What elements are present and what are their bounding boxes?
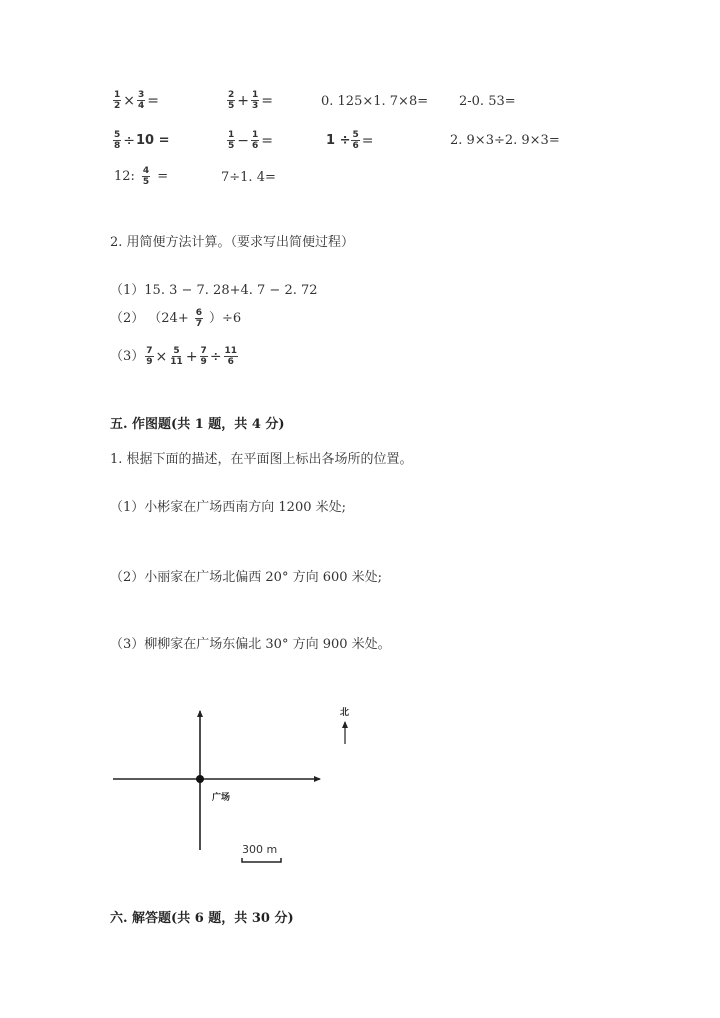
scale-label: 300 m — [242, 843, 278, 856]
calc-r3-e2: 7÷1. 4= — [221, 170, 276, 185]
north-label: 北 — [340, 708, 350, 718]
calc-r2-e3: 1 ÷ $\frac{5}{6}$ = — [326, 130, 374, 151]
fraction: $\frac{6}{7}$ — [195, 308, 202, 329]
fraction: $\frac{3}{4}$ — [138, 90, 145, 111]
fraction: $\frac{1}{6}$ — [252, 130, 259, 151]
calc-r2-e4: 2. 9×3÷2. 9×3= — [450, 133, 560, 148]
question-2-item-1: （1）15. 3 − 7. 28+4. 7 − 2. 72 — [110, 283, 318, 298]
calc-r1-e2: $\frac{2}{5}$ + $\frac{1}{3}$ = — [228, 90, 273, 111]
section-5-heading: 五. 作图题(共 1 题，共 4 分) — [110, 417, 285, 432]
plaza-point — [196, 775, 204, 783]
calc-r3-e1: 12: $\frac{4}{5}$ = — [114, 166, 169, 187]
fraction: $\frac{1}{2}$ — [114, 90, 121, 111]
fraction: $\frac{7}{9}$ — [200, 346, 207, 367]
calc-r2-e2: $\frac{1}{5}$ − $\frac{1}{6}$ = — [228, 130, 273, 151]
question-2-title: 2. 用简便方法计算。（要求写出简便过程） — [110, 235, 355, 250]
question-2-item-2: （2） （24+ $\frac{6}{7}$ ）÷6 — [110, 308, 242, 329]
calc-r1-e1: $\frac{1}{2}$ × $\frac{3}{4}$ = — [114, 90, 159, 111]
fraction: $\frac{5}{11}$ — [170, 346, 183, 367]
calc-r1-e4: 2-0. 53= — [459, 94, 516, 109]
fraction: $\frac{1}{5}$ — [228, 130, 235, 151]
fraction: $\frac{1}{3}$ — [252, 90, 259, 111]
question-2-item-3: （3） $\frac{7}{9}$ × $\frac{5}{11}$ + $\frac{7}{9}$ ÷ $\frac{11}{6}$ — [110, 346, 238, 367]
section-5-item-2: （2）小丽家在广场北偏西 20° 方向 600 米处; — [110, 570, 383, 585]
fraction: $\frac{4}{5}$ — [142, 166, 150, 187]
section-5-question-1: 1. 根据下面的描述，在平面图上标出各场所的位置。 — [110, 452, 413, 467]
fraction: $\frac{5}{6}$ — [352, 130, 359, 151]
fraction: $\frac{11}{6}$ — [224, 346, 238, 367]
section-5-item-1: （1）小彬家在广场西南方向 1200 米处; — [110, 500, 346, 515]
fraction: $\frac{7}{9}$ — [146, 346, 153, 367]
scale-bar — [242, 858, 281, 862]
calc-r1-e3: 0. 125×1. 7×8= — [321, 94, 429, 109]
fraction: $\frac{2}{5}$ — [228, 90, 235, 111]
section-6-heading: 六. 解答题(共 6 题，共 30 分) — [110, 911, 294, 926]
plaza-label: 广场 — [212, 793, 231, 803]
calc-r2-e1: $\frac{5}{8}$ ÷ 10 = — [114, 130, 170, 151]
section-5-item-3: （3）柳柳家在广场东偏北 30° 方向 900 米处。 — [110, 637, 391, 652]
fraction: $\frac{5}{8}$ — [114, 130, 121, 151]
